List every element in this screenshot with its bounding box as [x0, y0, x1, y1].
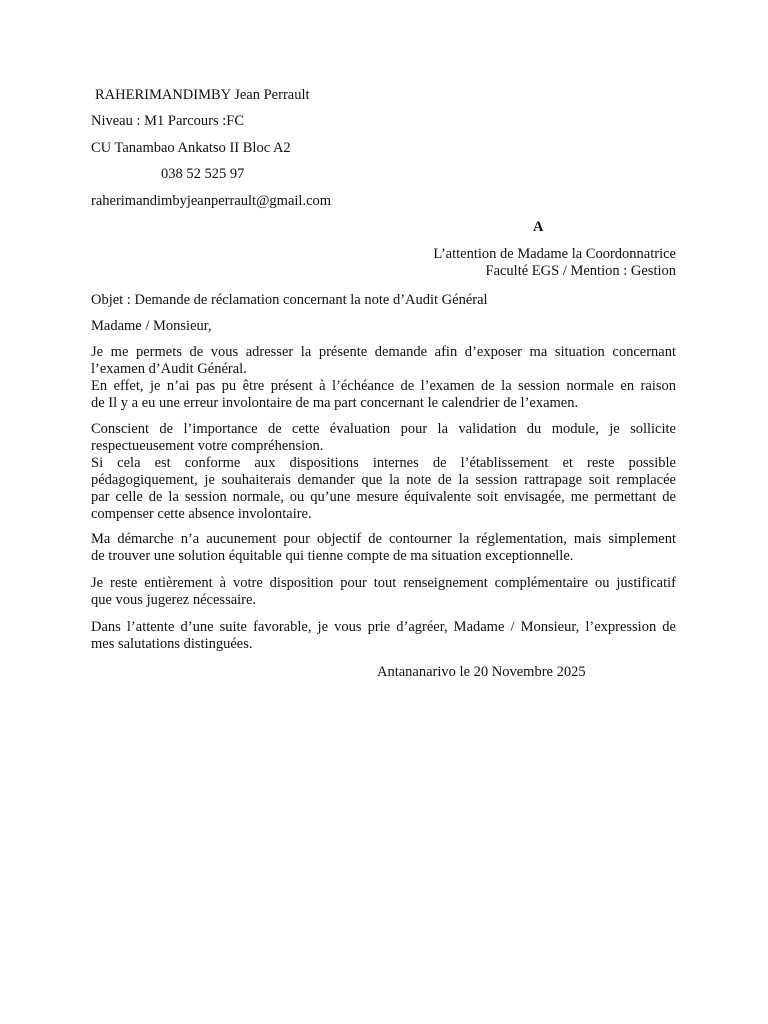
body-paragraph-3 — [91, 531, 676, 565]
body-line: de Il y a eu une erreur involontaire de ma part concernant le calendrier de l’examen. — [91, 395, 579, 411]
body-line: de trouver une solution équitable qui tienne compte de ma situation exceptionnelle. — [91, 548, 574, 564]
body-line: Je reste entièrement à votre disposition pour tout renseignement complémentaire ou justificatif — [91, 575, 676, 591]
sender-email: raherimandimbyjeanperrault@gmail.com — [91, 193, 332, 209]
body-line: Conscient de l’importance de cette évaluation pour la validation du module, je sollicite — [91, 421, 676, 437]
body-paragraph-2 — [91, 421, 676, 523]
body-line: par celle de la session normale, ou qu’une mesure équivalente soit envisagée, me permettant de — [91, 489, 676, 505]
body-line: Je me permets de vous adresser la présente demande afin d’exposer ma situation concernant — [91, 344, 676, 360]
sender-name: RAHERIMANDIMBY Jean Perrault — [95, 87, 310, 103]
recipient-line2: Faculté EGS / Mention : Gestion — [485, 263, 676, 279]
body-line: que vous jugerez nécessaire. — [91, 592, 257, 608]
body-line: compenser cette absence involontaire. — [91, 506, 312, 522]
sender-level: Niveau : M1 Parcours :FC — [91, 113, 245, 129]
body-line: pédagogiquement, je souhaiterais demander que la note de la session rattrapage soit remplacée — [91, 472, 676, 488]
recipient-to: A — [533, 219, 544, 235]
body-line: Dans l’attente d’une suite favorable, je vous prie d’agréer, Madame / Monsieur, l’expression de — [91, 619, 676, 635]
body-line: mes salutations distinguées. — [91, 636, 253, 652]
sender-address: CU Tanambao Ankatso II Bloc A2 — [91, 140, 291, 156]
body-line: Si cela est conforme aux dispositions internes de l’établissement et reste possible — [91, 455, 676, 471]
body-line: En effet, je n’ai pas pu être présent à l’échéance de l’examen de la session normale en raison — [91, 378, 676, 394]
recipient-line1: L’attention de Madame la Coordonnatrice — [433, 246, 676, 262]
body-line: respectueusement votre compréhension. — [91, 438, 324, 454]
body-paragraph-4 — [91, 575, 676, 609]
salutation: Madame / Monsieur, — [91, 318, 212, 334]
letter-object: Objet : Demande de réclamation concernant la note d’Audit Général — [91, 292, 488, 308]
sender-phone: 038 52 525 97 — [161, 166, 245, 182]
body-paragraph-5 — [91, 619, 676, 653]
body-line: l’examen d’Audit Général. — [91, 361, 247, 377]
place-date: Antananarivo le 20 Novembre 2025 — [377, 664, 586, 680]
body-paragraph-1 — [91, 344, 676, 412]
body-line: Ma démarche n’a aucunement pour objectif de contourner la réglementation, mais simplement — [91, 531, 676, 547]
